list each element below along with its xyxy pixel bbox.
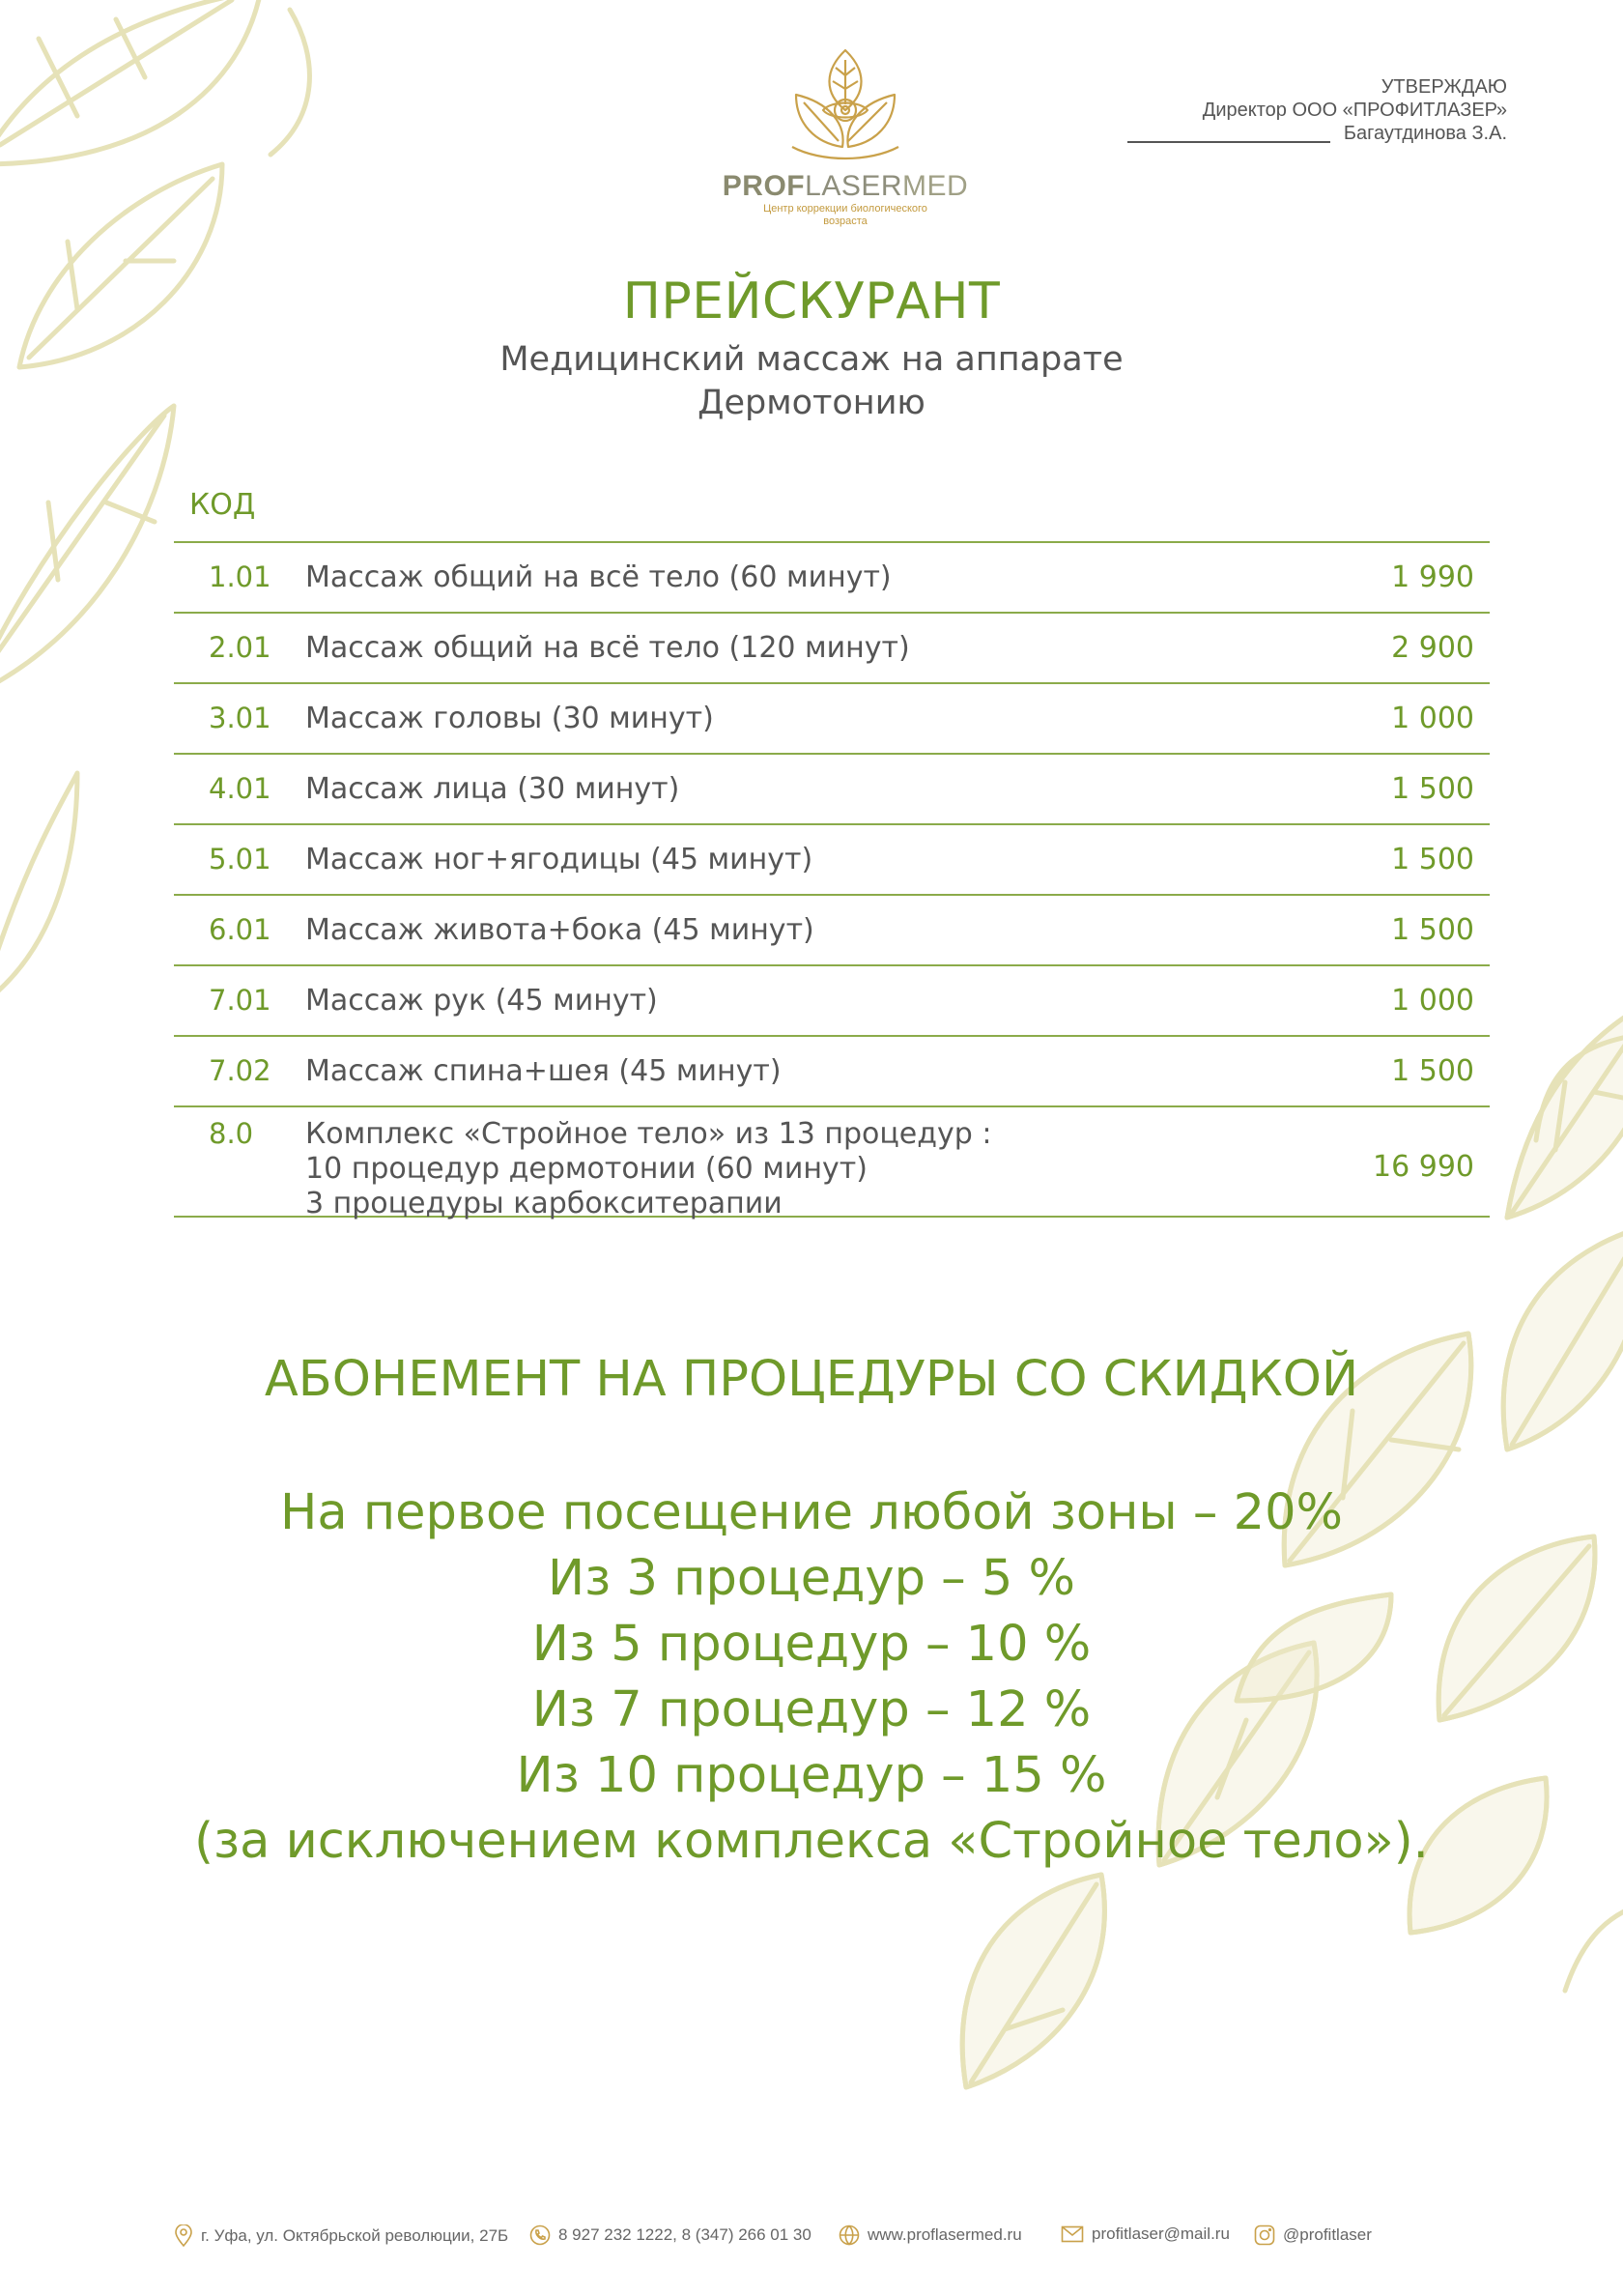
table-row [174, 825, 1490, 896]
table-row [174, 896, 1490, 966]
offer-line: (за исключением комплекса «Стройное тело»). [194, 1813, 1429, 1870]
row-service: Массаж головы (30 минут) [305, 702, 714, 735]
phone-icon [529, 2224, 551, 2246]
footer-phones-text[interactable]: 8 927 232 1222, 8 (347) 266 01 30 [558, 2225, 812, 2244]
row-code: 7.02 [209, 1054, 271, 1087]
logo-tagline [715, 203, 976, 228]
footer-address-text: г. Уфа, ул. Октябрьской революции, 27Б [201, 2226, 509, 2245]
row-service: Массаж общий на всё тело (60 минут) [305, 560, 892, 594]
leaf-shape [1503, 1227, 1623, 1449]
row-code: 2.01 [209, 631, 271, 664]
approval-signature-line [1127, 122, 1507, 145]
offer-line: Из 10 процедур – 15 % [516, 1747, 1107, 1804]
footer-email [1061, 2224, 1230, 2244]
leaf-shape [0, 0, 261, 164]
footer-phones [529, 2224, 812, 2246]
row-service: Массаж общий на всё тело (120 минут) [305, 631, 910, 665]
logo-tagline-line1: Центр коррекции биологического [763, 203, 927, 215]
approval-block [1127, 75, 1507, 145]
table-row [174, 755, 1490, 825]
offer-line: Из 5 процедур – 10 % [531, 1616, 1092, 1673]
row-price: 1 500 [1391, 843, 1474, 876]
code-column-header: КОД [189, 488, 256, 522]
footer-email-link[interactable]: profitlaser@mail.ru [1092, 2224, 1230, 2243]
company-logo [715, 46, 976, 228]
approval-signer: Багаутдинова З.А. [1343, 123, 1507, 144]
row-price: 16 990 [1373, 1150, 1474, 1184]
offer-line: На первое посещение любой зоны – 20% [280, 1484, 1343, 1541]
complex-line2: 10 процедур дермотонии (60 минут) [305, 1152, 868, 1186]
leaf-shape [0, 773, 77, 1005]
logo-wordmark-laser: LASER [805, 170, 903, 202]
row-price: 1 990 [1391, 560, 1474, 594]
table-row [174, 684, 1490, 755]
row-code: 7.01 [209, 984, 271, 1017]
offer-line: Из 3 процедур – 5 % [547, 1550, 1075, 1607]
row-code: 8.0 [209, 1117, 254, 1150]
row-service [305, 1117, 991, 1221]
row-price: 1 500 [1391, 772, 1474, 806]
mail-icon [1061, 2225, 1084, 2243]
subtitle-line2: Дермотонию [698, 384, 925, 422]
globe-icon [839, 2224, 860, 2246]
footer-website [839, 2224, 1022, 2246]
table-row [174, 966, 1490, 1037]
row-code: 1.01 [209, 560, 271, 593]
row-price: 2 900 [1391, 631, 1474, 665]
row-code: 5.01 [209, 843, 271, 875]
logo-wordmark [715, 170, 976, 203]
price-table [174, 541, 1490, 1218]
discount-offers [0, 1480, 1623, 1875]
complex-line3: 3 процедуры карбокситерапии [305, 1187, 783, 1220]
footer-website-link[interactable]: www.proflasermed.ru [868, 2225, 1022, 2244]
contact-footer [174, 2224, 1449, 2257]
footer-instagram-link[interactable]: @profitlaser [1283, 2225, 1372, 2244]
row-price: 1 000 [1391, 984, 1474, 1018]
leaf-shape [0, 406, 174, 696]
row-service: Массаж спина+шея (45 минут) [305, 1054, 782, 1088]
approval-heading: УТВЕРЖДАЮ [1381, 76, 1507, 98]
row-service: Массаж ног+ягодицы (45 минут) [305, 843, 813, 876]
row-service: Массаж рук (45 минут) [305, 984, 658, 1018]
location-pin-icon [174, 2224, 193, 2248]
page-title: ПРЕЙСКУРАНТ [622, 273, 1001, 330]
footer-instagram [1254, 2224, 1372, 2246]
row-code: 4.01 [209, 772, 271, 805]
logo-wordmark-med: MED [902, 170, 969, 202]
page-subtitle [0, 338, 1623, 425]
table-row [174, 614, 1490, 684]
subtitle-line1: Медицинский массаж на аппарате [499, 340, 1124, 379]
logo-tagline-line2: возраста [823, 215, 868, 227]
logo-wordmark-prof: PROF [722, 170, 806, 202]
row-price: 1 500 [1391, 1054, 1474, 1088]
table-row [174, 543, 1490, 614]
signature-blank [1127, 141, 1330, 143]
row-code: 3.01 [209, 702, 271, 734]
row-service: Массаж лица (30 минут) [305, 772, 680, 806]
footer-address [174, 2224, 508, 2248]
table-row-complex [174, 1107, 1490, 1218]
row-price: 1 500 [1391, 913, 1474, 947]
row-code: 6.01 [209, 913, 271, 946]
offer-line: Из 7 процедур – 12 % [531, 1681, 1092, 1738]
complex-line1: Комплекс «Стройное тело» из 13 процедур : [305, 1117, 992, 1151]
row-service: Массаж живота+бока (45 минут) [305, 913, 814, 947]
approval-director: Директор ООО «ПРОФИТЛАЗЕР» [1202, 100, 1507, 121]
row-price: 1 000 [1391, 702, 1474, 735]
instagram-icon [1254, 2224, 1275, 2246]
subscription-title: АБОНЕМЕНТ НА ПРОЦЕДУРЫ СО СКИДКОЙ [264, 1351, 1359, 1408]
logo-emblem-icon [783, 46, 908, 166]
table-row [174, 1037, 1490, 1107]
